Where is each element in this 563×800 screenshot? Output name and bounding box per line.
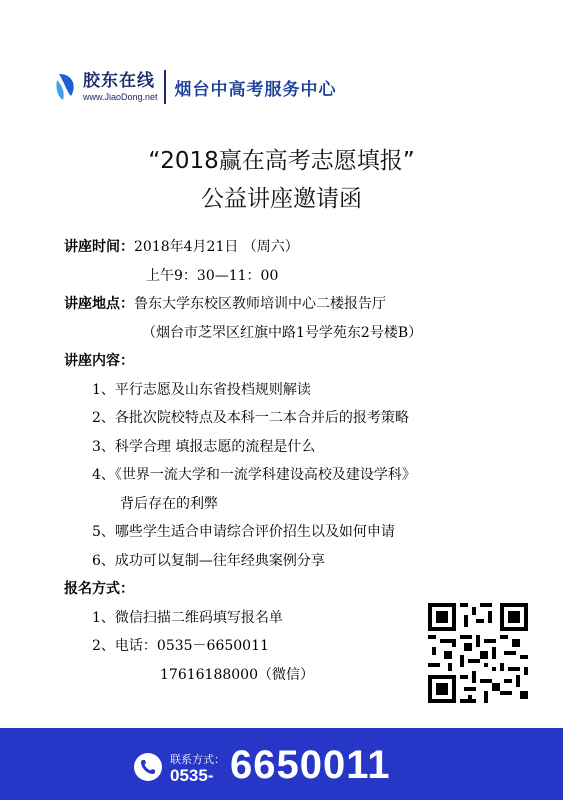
header-divider xyxy=(164,70,166,104)
logo-url: www.JiaoDong.net xyxy=(83,91,158,102)
contact-label: 联系方式： xyxy=(170,753,225,766)
contact-number: 6650011 xyxy=(230,743,391,787)
content-item: 5、哪些学生适合申请综合评价招生以及如何申请 xyxy=(92,524,395,540)
registration-wechat: 1、微信扫描二维码填写报名单 xyxy=(92,609,283,626)
time-label: 讲座时间： xyxy=(64,239,134,255)
place-value: 鲁东大学东校区教师培训中心二楼报告厅 xyxy=(134,296,386,312)
org-name: 烟台中高考服务中心 xyxy=(174,79,337,100)
time-detail: 上午9：30—11：00 xyxy=(146,267,279,284)
place-row xyxy=(64,290,534,319)
header xyxy=(55,66,337,108)
registration-label: 报名方式： xyxy=(64,581,134,597)
content-item: 2、各批次院校特点及本科一二本合并后的报考策略 xyxy=(92,410,409,426)
time-value: 2018年4月21日 （周六） xyxy=(134,239,299,255)
qr-code[interactable] xyxy=(428,603,528,703)
registration-phone: 2、电话：0535－6650011 xyxy=(92,638,269,654)
content-item: 1、平行志愿及山东省投档规则解读 xyxy=(92,381,311,398)
title-line2: 公益讲座邀请函 xyxy=(201,186,362,212)
jiaodong-logo-icon xyxy=(55,72,79,102)
content-item: 3、科学合理 填报志愿的流程是什么 xyxy=(92,438,316,455)
time-row xyxy=(64,233,534,262)
content-label: 讲座内容： xyxy=(64,353,134,369)
phone-icon xyxy=(134,753,162,781)
place-address: （烟台市芝罘区红旗中路1号学苑东2号楼B） xyxy=(142,324,423,341)
registration-wechat-phone: 17616188000（微信） xyxy=(160,666,314,683)
title-line1: “2018赢在高考志愿填报” xyxy=(148,148,415,174)
content-item-continued: 背后存在的利弊 xyxy=(120,495,218,512)
place-label: 讲座地点： xyxy=(64,296,134,312)
logo-name: 胶东在线 xyxy=(83,70,155,91)
content-item: 4、《世界一流大学和一流学科建设高校及建设学科》 xyxy=(92,467,416,483)
content-item: 6、成功可以复制—往年经典案例分享 xyxy=(92,552,325,569)
qr-code-graphic xyxy=(428,603,528,703)
logo-text xyxy=(83,70,158,102)
contact-area-code: 0535- xyxy=(170,766,214,785)
